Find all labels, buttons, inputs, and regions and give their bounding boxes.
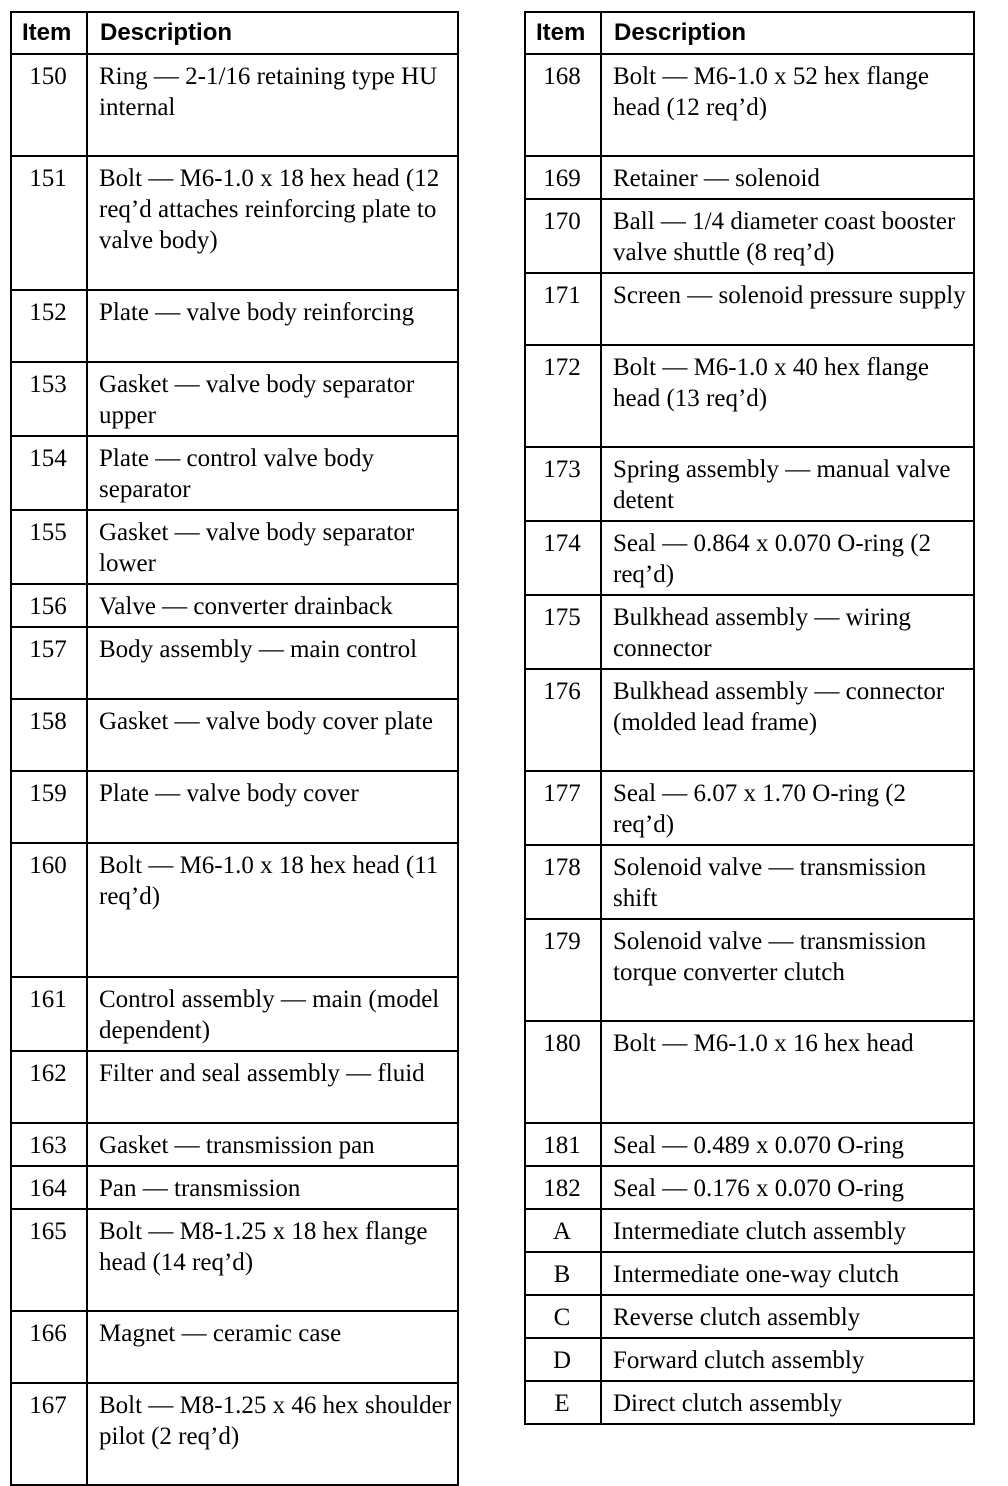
item-description: Valve — converter drainback [87,584,458,627]
table-row [11,436,458,510]
item-letter: A [525,1209,601,1252]
parts-table-left [10,11,459,1486]
table-row [11,290,458,362]
table-row [525,771,974,845]
table-row [525,521,974,595]
item-description: Gasket — transmission pan [87,1123,458,1166]
table-row [11,1123,458,1166]
item-description: Bulkhead assembly — connector (molded lead frame) [601,669,974,771]
item-description: Bolt — M6-1.0 x 52 hex flange head (12 req’d) [601,54,974,156]
item-description: Pan — transmission [87,1166,458,1209]
item-description: Magnet — ceramic case [87,1311,458,1383]
column-header-description: Description [87,12,458,54]
item-description: Spring assembly — manual valve detent [601,447,974,521]
item-number: 169 [525,156,601,199]
item-description: Bolt — M6-1.0 x 16 hex head [601,1021,974,1123]
table-row [525,1338,974,1381]
item-number: 154 [11,436,87,510]
item-number: 180 [525,1021,601,1123]
item-description: Filter and seal assembly — fluid [87,1051,458,1123]
table-row [11,627,458,699]
column-header-description: Description [601,12,974,54]
item-number: 156 [11,584,87,627]
header-row [525,12,974,54]
item-description: Seal — 0.864 x 0.070 O-ring (2 req’d) [601,521,974,595]
item-description: Intermediate one-way clutch [601,1252,974,1295]
item-number: 177 [525,771,601,845]
item-description: Plate — valve body cover [87,771,458,843]
item-description: Gasket — valve body separator lower [87,510,458,584]
item-number: 151 [11,156,87,290]
table-row [11,977,458,1051]
item-description: Gasket — valve body separator upper [87,362,458,436]
item-number: 174 [525,521,601,595]
item-letter: E [525,1381,601,1424]
item-number: 155 [11,510,87,584]
table-row [525,54,974,156]
table-row [11,156,458,290]
item-description: Intermediate clutch assembly [601,1209,974,1252]
table-row [525,447,974,521]
item-description: Bolt — M6-1.0 x 18 hex head (12 req’d attaches reinforcing plate to valve body) [87,156,458,290]
table-row [11,843,458,977]
item-description: Bolt — M6-1.0 x 18 hex head (11 req’d) [87,843,458,977]
item-number: 158 [11,699,87,771]
table-row [11,1383,458,1485]
table-row [525,1252,974,1295]
item-number: 165 [11,1209,87,1311]
item-number: 173 [525,447,601,521]
item-number: 157 [11,627,87,699]
item-description: Plate — control valve body separator [87,436,458,510]
item-description: Ring — 2-1/16 retaining type HU internal [87,54,458,156]
item-number: 167 [11,1383,87,1485]
item-description: Bolt — M8-1.25 x 46 hex shoulder pilot (2 req’d) [87,1383,458,1485]
parts-table-right [524,11,975,1425]
item-letter: D [525,1338,601,1381]
item-description: Solenoid valve — transmission shift [601,845,974,919]
item-description: Seal — 0.489 x 0.070 O-ring [601,1123,974,1166]
table-row [11,1166,458,1209]
item-number: 172 [525,345,601,447]
table-row [525,919,974,1021]
item-number: 175 [525,595,601,669]
item-number: 159 [11,771,87,843]
item-description: Control assembly — main (model dependent) [87,977,458,1051]
item-number: 150 [11,54,87,156]
table-row [11,54,458,156]
table-row [11,771,458,843]
item-description: Solenoid valve — transmission torque converter clutch [601,919,974,1021]
item-letter: B [525,1252,601,1295]
header-row [11,12,458,54]
item-number: 152 [11,290,87,362]
column-header-item: Item [11,12,87,54]
item-description: Forward clutch assembly [601,1338,974,1381]
item-number: 161 [11,977,87,1051]
table-row [525,345,974,447]
item-number: 160 [11,843,87,977]
item-description: Bolt — M6-1.0 x 40 hex flange head (13 req’d) [601,345,974,447]
table-row [525,669,974,771]
item-description: Ball — 1/4 diameter coast booster valve shuttle (8 req’d) [601,199,974,273]
table-row [11,584,458,627]
table-row [525,1021,974,1123]
table-row [525,199,974,273]
item-description: Seal — 6.07 x 1.70 O-ring (2 req’d) [601,771,974,845]
table-row [11,510,458,584]
table-row [525,1166,974,1209]
item-description: Bolt — M8-1.25 x 18 hex flange head (14 req’d) [87,1209,458,1311]
table-row [11,699,458,771]
item-number: 171 [525,273,601,345]
item-number: 168 [525,54,601,156]
table-row [11,1051,458,1123]
table-row [11,362,458,436]
item-number: 170 [525,199,601,273]
item-number: 153 [11,362,87,436]
table-row [525,1123,974,1166]
item-number: 179 [525,919,601,1021]
item-number: 164 [11,1166,87,1209]
item-number: 176 [525,669,601,771]
item-number: 178 [525,845,601,919]
table-row [525,1209,974,1252]
item-description: Retainer — solenoid [601,156,974,199]
table-row [525,845,974,919]
item-description: Screen — solenoid pressure supply [601,273,974,345]
item-description: Reverse clutch assembly [601,1295,974,1338]
table-row [525,156,974,199]
item-description: Body assembly — main control [87,627,458,699]
item-description: Plate — valve body reinforcing [87,290,458,362]
item-description: Gasket — valve body cover plate [87,699,458,771]
table-row [525,1381,974,1424]
item-number: 166 [11,1311,87,1383]
item-letter: C [525,1295,601,1338]
item-number: 182 [525,1166,601,1209]
item-description: Seal — 0.176 x 0.070 O-ring [601,1166,974,1209]
item-description: Bulkhead assembly — wiring connector [601,595,974,669]
item-number: 181 [525,1123,601,1166]
item-description: Direct clutch assembly [601,1381,974,1424]
table-row [525,595,974,669]
item-number: 163 [11,1123,87,1166]
table-row [11,1209,458,1311]
table-row [525,273,974,345]
column-header-item: Item [525,12,601,54]
item-number: 162 [11,1051,87,1123]
table-row [11,1311,458,1383]
table-row [525,1295,974,1338]
